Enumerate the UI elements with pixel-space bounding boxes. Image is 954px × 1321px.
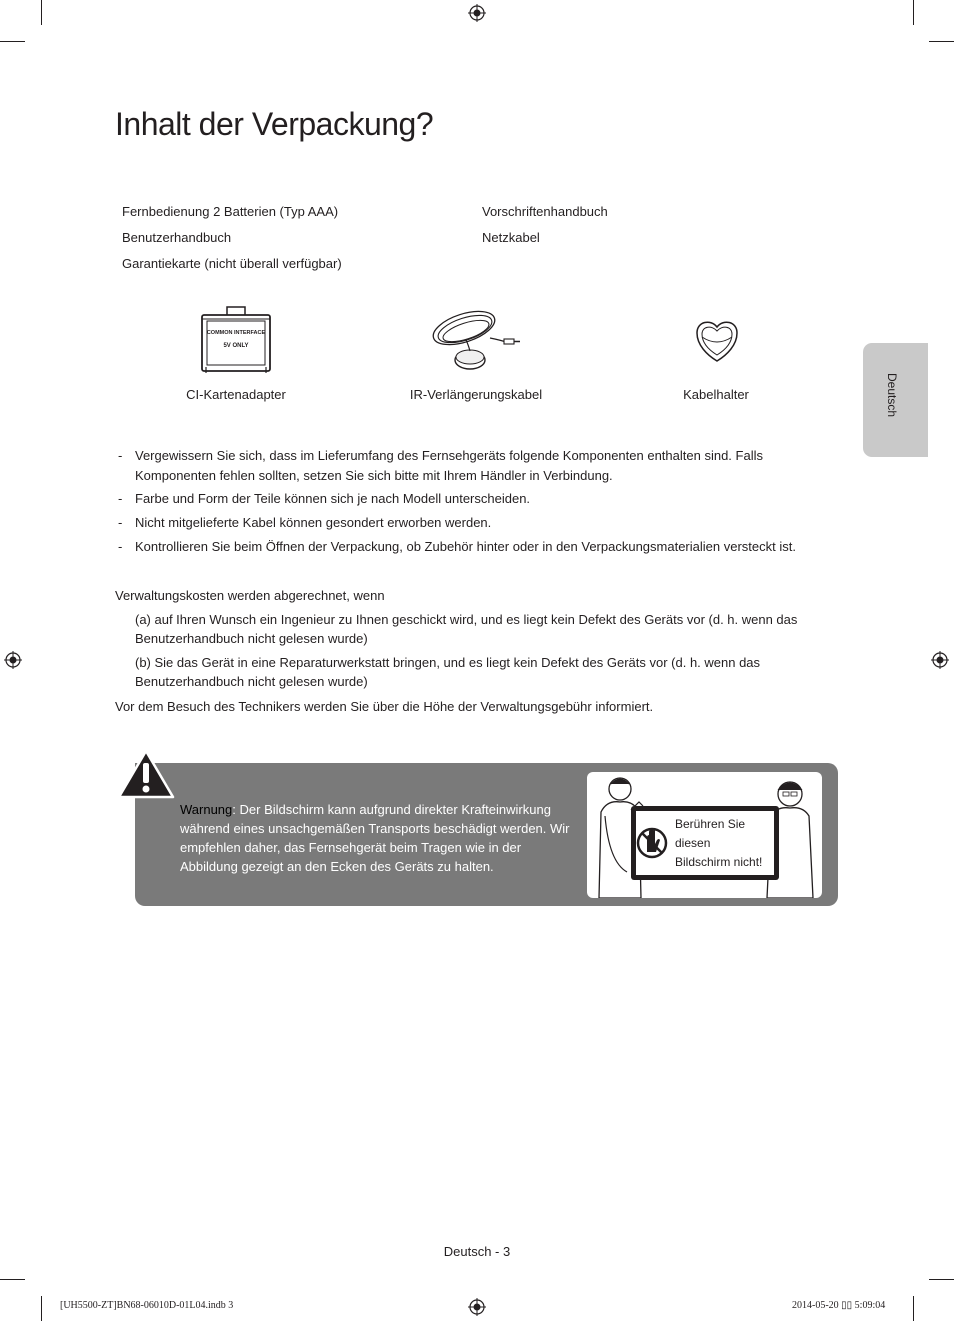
footer-file-info: [UH5500-ZT]BN68-06010D-01L04.indb 3 [60, 1300, 234, 1311]
crop-mark [41, 1296, 42, 1321]
warning-text [180, 800, 580, 876]
note-text: Nicht mitgelieferte Kabel können gesondert erworben werden. [135, 515, 492, 530]
sign-text [675, 815, 775, 872]
note-dash: - [118, 491, 123, 506]
package-item: Netzkabel [482, 230, 540, 245]
package-item: Vorschriftenhandbuch [482, 204, 608, 219]
admin-fees-intro: Verwaltungskosten werden abgerechnet, wenn [115, 588, 385, 603]
cable-holder-icon [693, 317, 741, 365]
ir-extension-cable-icon [430, 304, 522, 376]
admin-fees-case-a: (a) auf Ihren Wunsch ein Ingenieur zu Ihnen geschickt wird, und es liegt kein Defekt des Geräts vor (d. h. wenn das Benutzerhandbuch nicht gelesen wurde) [135, 612, 798, 646]
sign-text-line: Bildschirm nicht! [675, 855, 763, 869]
crop-mark [0, 1279, 25, 1280]
language-tab [863, 343, 928, 457]
note-text: Farbe und Form der Teile können sich je nach Modell unterscheiden. [135, 491, 531, 506]
admin-fees-case-b: (b) Sie das Gerät in eine Reparaturwerkstatt bringen, und es liegt kein Defekt des Geräts vor (d. h. wenn das Benutzerhandbuch nicht gelesen wurde) [135, 655, 761, 689]
page-number: Deutsch - 3 [443, 1244, 511, 1259]
registration-mark-icon [468, 1298, 486, 1316]
registration-mark-icon [931, 651, 949, 669]
crop-mark [41, 0, 42, 25]
note-dash: - [118, 515, 123, 530]
package-item: Fernbedienung 2 Batterien (Typ AAA) [122, 204, 339, 219]
note-dash: - [118, 539, 123, 554]
warning-triangle-icon [117, 749, 175, 799]
language-tab-label: Deutsch [885, 373, 899, 418]
accessory-label: IR-Verlängerungskabel [409, 387, 543, 402]
note-text: Kontrollieren Sie beim Öffnen der Verpackung, ob Zubehör hinter oder in den Verpackungsmaterialien versteckt ist. [135, 539, 796, 554]
registration-mark-icon [4, 651, 22, 669]
package-item: Benutzerhandbuch [122, 230, 232, 245]
crop-mark [913, 0, 914, 25]
page-title: Inhalt der Verpackung? [115, 106, 434, 142]
ci-card-text: COMMON INTERFACE [206, 330, 266, 336]
crop-mark [913, 1296, 914, 1321]
accessory-label: Kabelhalter [683, 387, 749, 402]
ci-card-adapter-icon [199, 305, 273, 375]
sign-text-line: Berühren Sie [675, 817, 746, 831]
note-dash: - [118, 448, 123, 463]
crop-mark [0, 41, 25, 42]
admin-fees-outro: Vor dem Besuch des Technikers werden Sie über die Höhe der Verwaltungsgebühr informiert. [115, 699, 654, 714]
registration-mark-icon [468, 4, 486, 22]
warning-label: Warnung [180, 802, 233, 817]
crop-mark [929, 41, 954, 42]
crop-mark [929, 1279, 954, 1280]
accessory-label: CI-Kartenadapter [186, 387, 286, 402]
sign-text-line: diesen [675, 836, 711, 850]
footer-date-info: 2014-05-20 ▯▯ 5:09:04 [792, 1300, 886, 1311]
note-text: Vergewissern Sie sich, dass im Lieferumfang des Fernsehgeräts folgende Komponenten enthalten sind. Falls Komponenten fehlen sollten, setzen Sie sich bitte mit Ihrem Händler in Verbindung. [135, 448, 763, 483]
package-item: Garantiekarte (nicht überall verfügbar) [122, 256, 342, 271]
warning-body: : Der Bildschirm kann aufgrund direkter Krafteinwirkung während eines unsachgemäßen Transports beschädigt werden. Wir empfehlen daher, das Fernsehgerät beim Tragen wie in der Abbildung gezeigt an den Ecken des Geräts zu halten. [180, 802, 570, 874]
ci-card-text: 5V ONLY [223, 343, 249, 349]
